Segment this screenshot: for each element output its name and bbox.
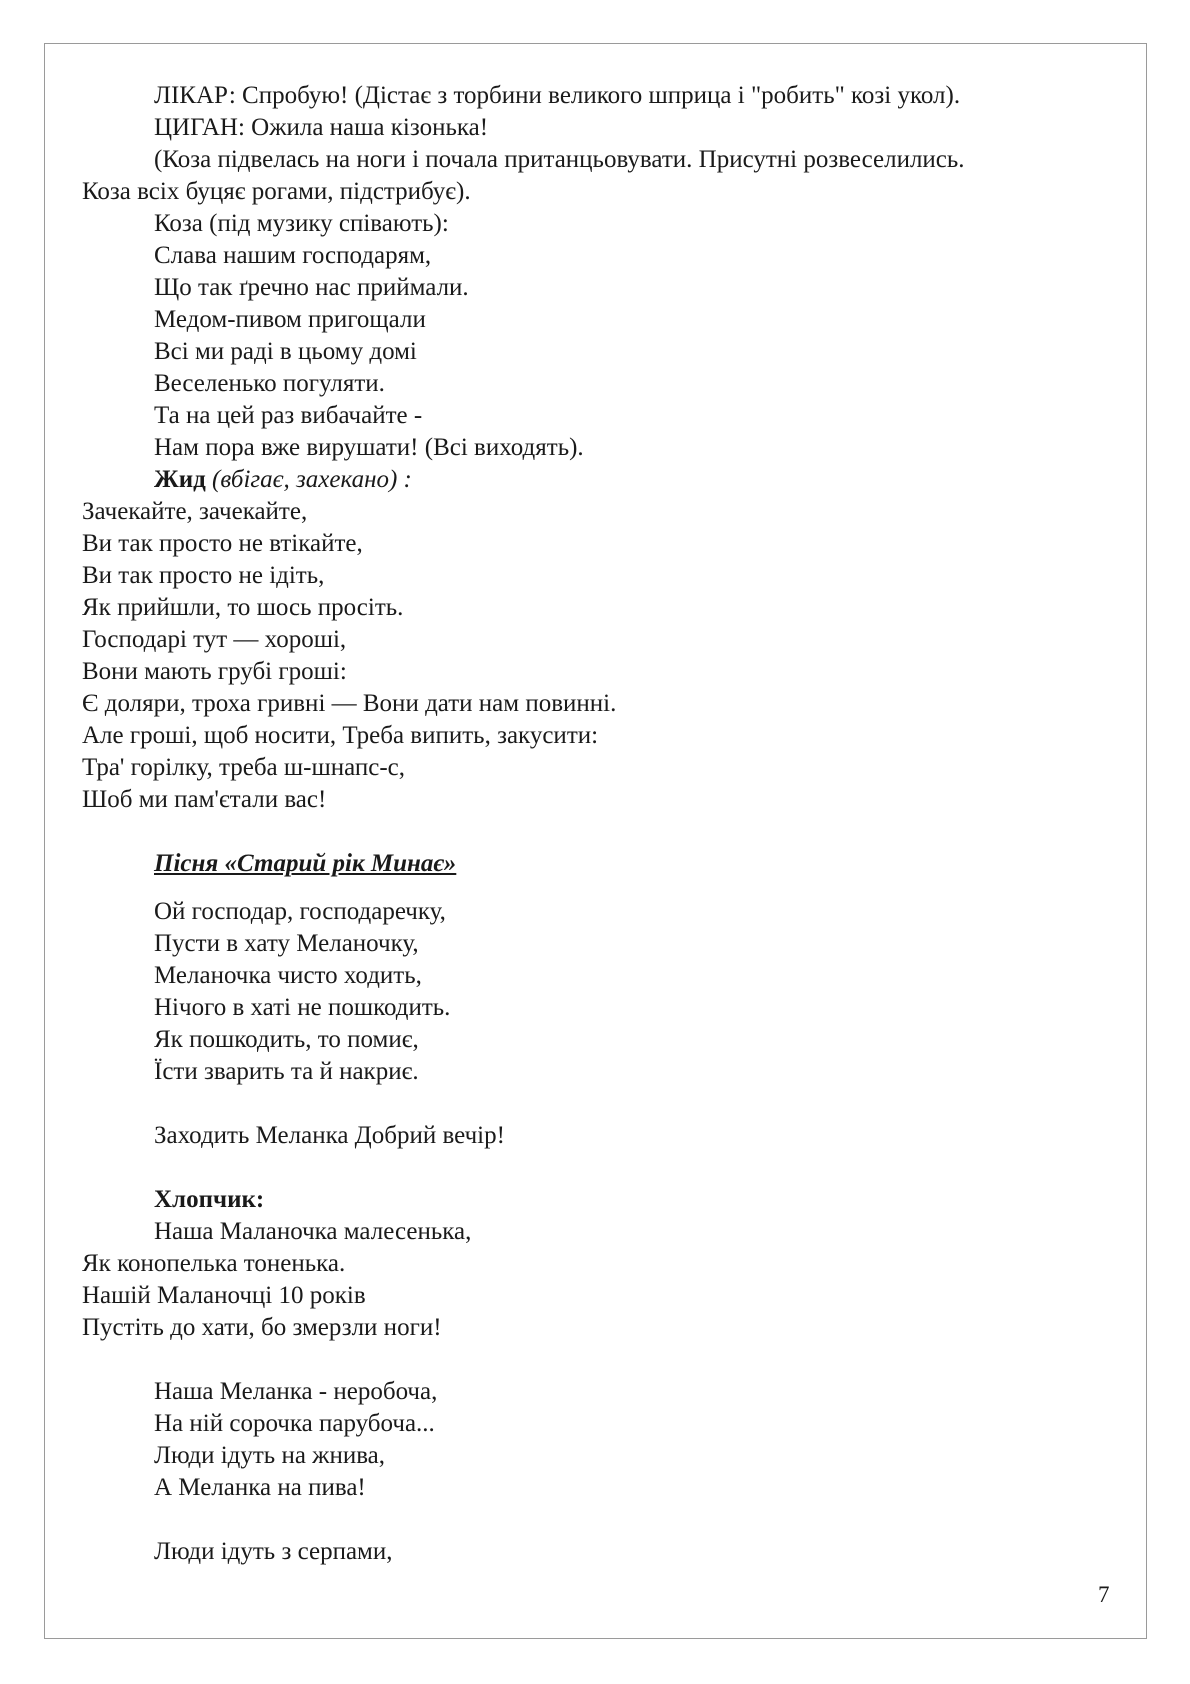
zhyd-direction: (вбігає, захекано) : [212,466,412,493]
goat-song-line: Та на цей раз вибачайте - [154,402,423,429]
verse-line: Люди ідуть на жнива, [154,1442,386,1469]
goat-song-line: Коза (під музику співають): [154,210,449,237]
boy-line: Пустіть до хати, бо змерзли ноги! [82,1314,442,1341]
goat-song-line: Веселенько погуляти. [154,370,385,397]
boy-line: Наша Маланочка малесенька, [154,1218,472,1245]
boy-heading: Хлопчик: [154,1186,265,1213]
verse-line: На ній сорочка парубоча... [154,1410,435,1437]
zhyd-line: Шоб ми пам'єтали вас! [82,786,327,813]
song-line: Нічого в хаті не пошкодить. [154,994,451,1021]
zhyd-line: Вони мають грубі гроші: [82,658,347,685]
document-body [82,80,1082,1568]
last-line: Люди ідуть з серпами, [154,1538,393,1565]
scene-line: ЦИГАН: Ожила наша кізонька! [154,114,489,141]
song-line: Як пошкодить, то помиє, [154,1026,419,1053]
zhyd-heading [82,464,1082,496]
goat-song-line: Слава нашим господарям, [154,242,432,269]
scene-line: (Коза підвелась на ноги і почала пританцьовувати. Присутні розвеселились. [154,146,965,173]
scene-line: ЛІКАР: Спробую! (Дістає з торбини великого шприца і "робить" козі укол). [154,82,961,109]
zhyd-line: Господарі тут — хороші, [82,626,347,653]
song-line: Ой господар, господаречку, [154,898,446,925]
goat-song-line: Що так ґречно нас приймали. [154,274,469,301]
zhyd-line: Є доляри, троха гривні — Вони дати нам повинні. [82,690,617,717]
zhyd-line: Але гроші, щоб носити, Треба випить, закусити: [82,722,599,749]
verse-line: Наша Меланка - неробоча, [154,1378,438,1405]
song-line: Меланочка чисто ходить, [154,962,422,989]
zhyd-name: Жид [154,466,206,493]
verse-line: А Меланка на пива! [154,1474,366,1501]
song-title-row [82,848,1082,880]
goat-song-line: Медом-пивом пригощали [154,306,426,333]
zhyd-line: Ви так просто не втікайте, [82,530,363,557]
zhyd-line: Як прийшли, то шось просіть. [82,594,404,621]
enter-line: Заходить Меланка Добрий вечір! [154,1122,505,1149]
song-line: Їсти зварить та й накриє. [154,1058,419,1085]
zhyd-line: Ви так просто не ідіть, [82,562,325,589]
boy-line: Як конопелька тоненька. [82,1250,346,1277]
goat-song-line: Нам пора вже вирушати! (Всі виходять). [154,434,584,461]
zhyd-line: Тра' горілку, треба ш-шнапс-с, [82,754,406,781]
page-number: 7 [1098,1582,1110,1607]
goat-song-line: Всі ми раді в цьому домі [154,338,417,365]
zhyd-line: Зачекайте, зачекайте, [82,498,308,525]
song-line: Пусти в хату Меланочку, [154,930,419,957]
boy-line: Нашій Маланочці 10 років [82,1282,366,1309]
song-title: Пісня «Старий рік Минає» [154,850,457,877]
scene-line-wrap: Коза всіх буцяє рогами, підстрибує). [82,178,471,205]
